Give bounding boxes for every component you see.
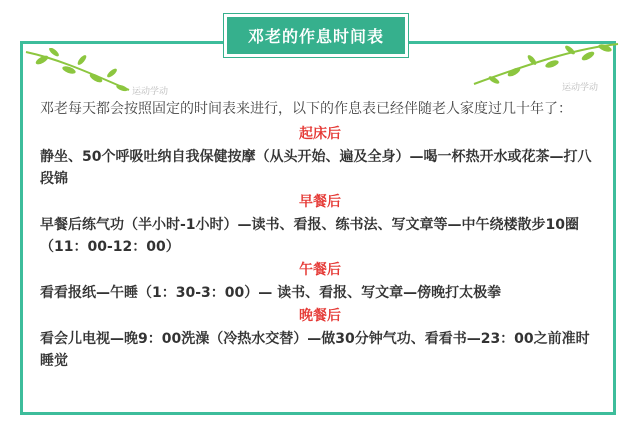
vine-left-decoration-icon (24, 48, 134, 98)
intro-text: 邓老每天都会按照固定的时间表来进行，以下的作息表已经伴随老人家度过几十年了： (40, 101, 572, 117)
section-heading-dinner: 晚餐后 (299, 308, 341, 324)
section-heading-wake: 起床后 (299, 126, 341, 142)
section-heading-lunch: 午餐后 (299, 262, 341, 278)
section-body-lunch: 看看报纸—午睡（1：30-3：00）— 读书、看报、写文章—傍晚打太极拳 (40, 285, 502, 301)
section-body-wake: 静坐、50个呼吸吐纳自我保健按摩（从头开始、遍及全身）—喝一杯热开水或花茶—打八段锦 (40, 149, 592, 187)
schedule-content (40, 98, 600, 372)
card-title: 邓老的作息时间表 (224, 14, 408, 57)
section-body-breakfast: 早餐后练气功（半小时-1小时）—读书、看报、练书法、写文章等—中午绕楼散步10圈（11：00-12：00） (40, 217, 580, 255)
watermark-right: 运动学动 (562, 83, 599, 93)
section-heading-breakfast: 早餐后 (299, 194, 341, 210)
section-body-dinner: 看会儿电视—晚9：00洗澡（冷热水交替）—做30分钟气功、看看书—23：00之前准时睡觉 (40, 331, 590, 369)
watermark-left: 运动学动 (132, 87, 169, 97)
